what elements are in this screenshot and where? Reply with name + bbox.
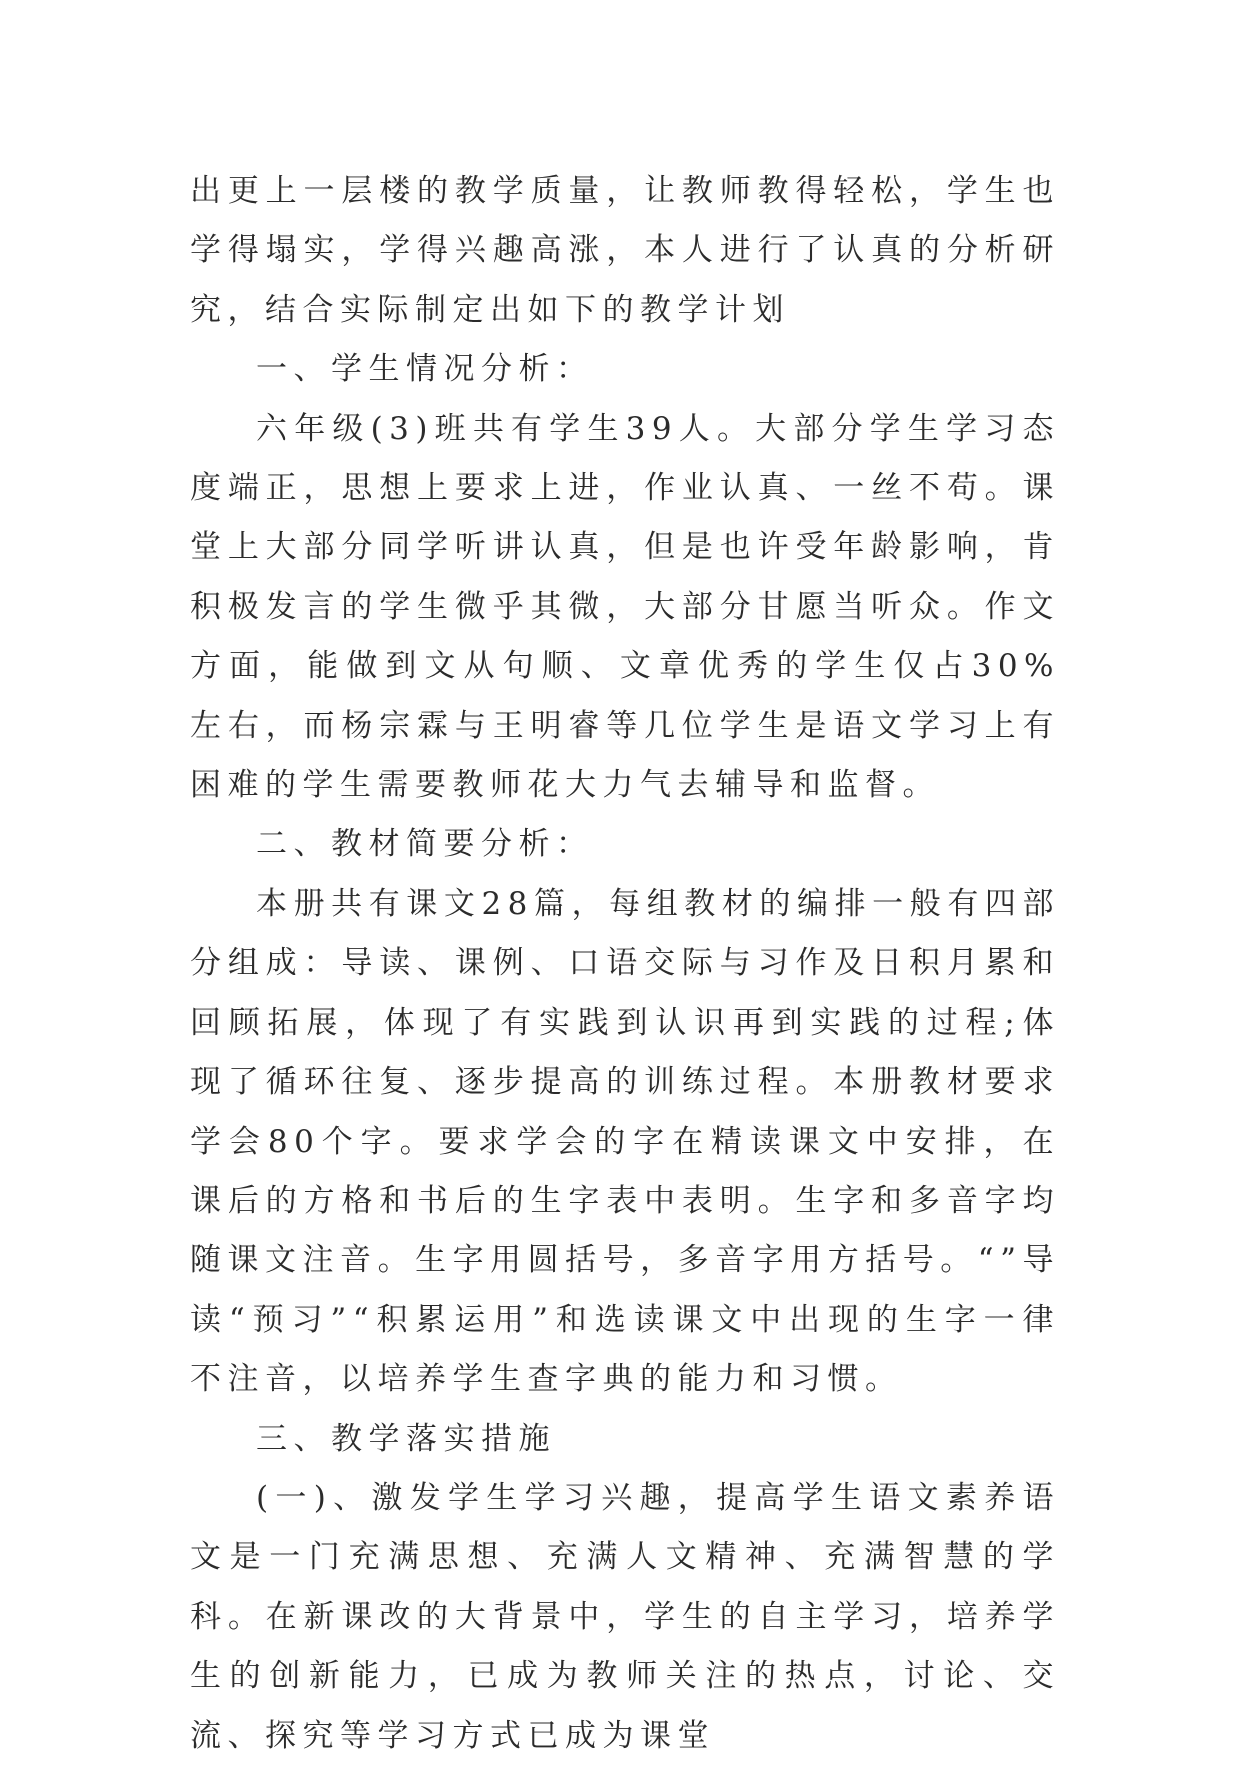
paragraph-measure-1: (一)、激发学生学习兴趣，提高学生语文素养语文是一门充满思想、充满人文精神、充满智慧的学科。在新课改的大背景中，学生的自主学习，培养学生的创新能力，已成为教师关注的热点，讨论、交流、探究等学习方式已成为课堂 xyxy=(190,1479,1060,1754)
paragraph-student-analysis: 六年级(3)班共有学生39人。大部分学生学习态度端正，思想上要求上进，作业认真、一丝不苟。课堂上大部分同学听讲认真，但是也许受年龄影响，肯积极发言的学生微乎其微，大部分甘愿当听众。作文方面，能做到文从句顺、文章优秀的学生仅占30%左右，而杨宗霖与王明睿等几位学生是语文学习上有困难的学生需要教师花大力气去辅导和监督。 xyxy=(190,410,1060,804)
section-heading-teaching-measures: 三、教学落实措施 xyxy=(256,1420,556,1457)
section-heading-student-analysis: 一、学生情况分析： xyxy=(256,351,594,388)
document-body xyxy=(190,162,1060,1766)
section-heading-textbook-analysis: 二、教材简要分析： xyxy=(256,826,594,863)
paragraph-intro-continuation: 出更上一层楼的教学质量，让教师教得轻松，学生也学得塌实，学得兴趣高涨，本人进行了认真的分析研究，结合实际制定出如下的教学计划 xyxy=(190,173,1060,328)
paragraph-textbook-analysis: 本册共有课文28篇，每组教材的编排一般有四部分组成：导读、课例、口语交际与习作及日积月累和回顾拓展，体现了有实践到认识再到实践的过程;体现了循环往复、逐步提高的训练过程。本册教材要求学会80个字。要求学会的字在精读课文中安排，在课后的方格和书后的生字表中表明。生字和多音字均随课文注音。生字用圆括号，多音字用方括号。“”导读“预习”“积累运用”和选读课文中出现的生字一律不注音，以培养学生查字典的能力和习惯。 xyxy=(190,885,1060,1398)
